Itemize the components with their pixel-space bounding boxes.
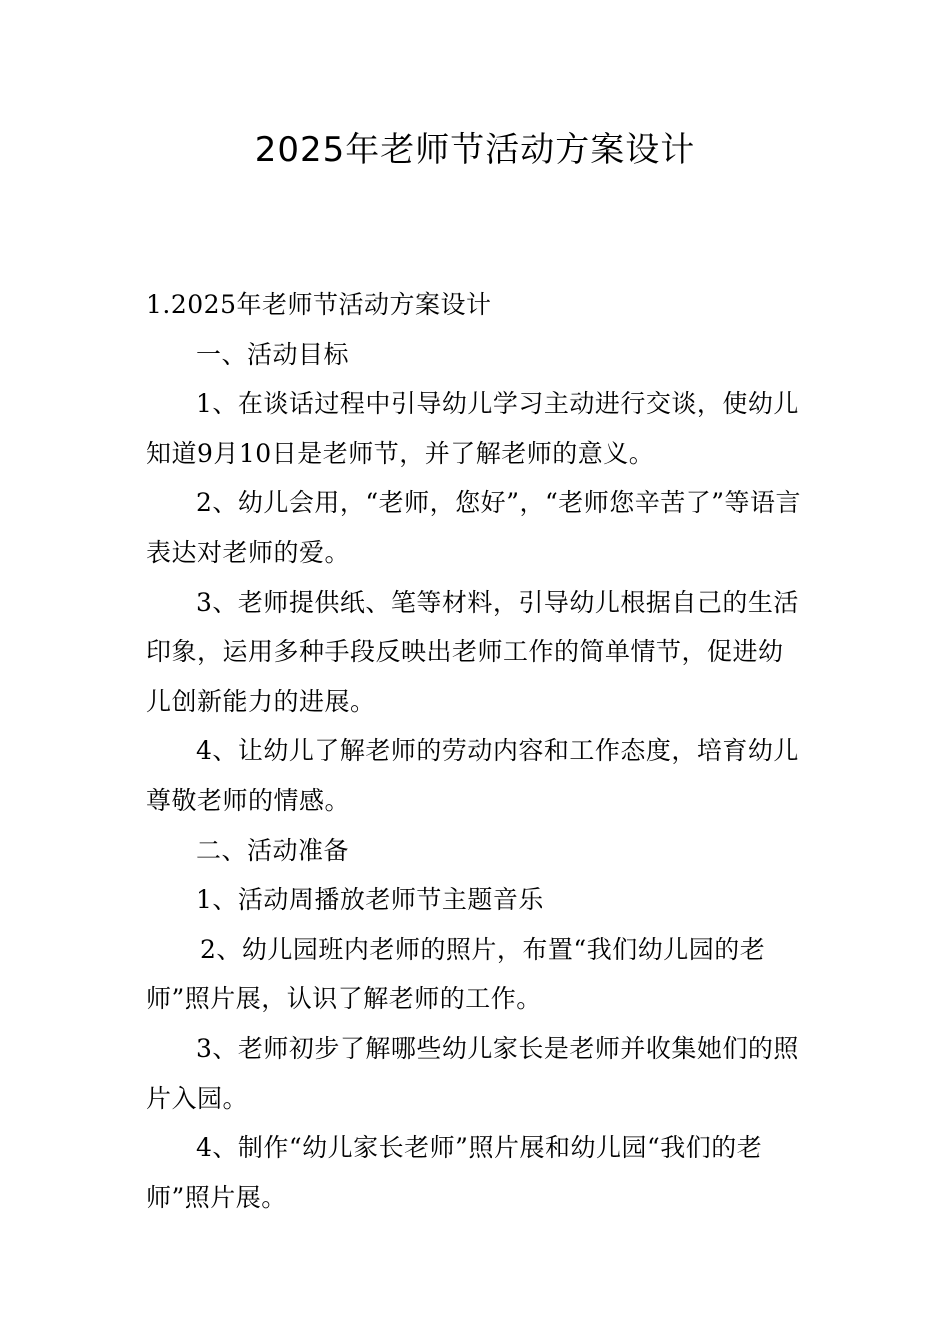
document-title: 2025年老师节活动方案设计 — [254, 130, 696, 170]
goal-item-2: 2、幼儿会用，“老师，您好”，“老师您辛苦了”等语言表达对老师的爱。 — [146, 488, 802, 567]
section-heading: 1.2025年老师节活动方案设计 — [146, 290, 492, 319]
preparation-item-1: 1、活动周播放老师节主题音乐 — [196, 885, 544, 915]
preparation-heading: 二、活动准备 — [196, 835, 350, 865]
document-body — [146, 280, 806, 1222]
goal-item-4: 4、让幼儿了解老师的劳动内容和工作态度，培育幼儿尊敬老师的情感。 — [146, 736, 799, 815]
goal-item-3: 3、老师提供纸、笔等材料，引导幼儿根据自己的生活印象，运用多种手段反映出老师工作的简单情节，促进幼儿创新能力的进展。 — [146, 587, 799, 716]
preparation-item-3: 3、老师初步了解哪些幼儿家长是老师并收集她们的照片入园。 — [146, 1033, 799, 1113]
preparation-item-2: 2、幼儿园班内老师的照片，布置“我们幼儿园的老师”照片展，认识了解老师的工作。 — [146, 934, 766, 1014]
goals-heading: 一、活动目标 — [196, 339, 350, 369]
preparation-item-4: 4、制作“幼儿家长老师”照片展和幼儿园“我们的老师”照片展。 — [146, 1133, 763, 1212]
goal-item-1: 1、在谈话过程中引导幼儿学习主动进行交谈，使幼儿知道9月10日是老师节，并了解老师的意义。 — [146, 389, 799, 468]
